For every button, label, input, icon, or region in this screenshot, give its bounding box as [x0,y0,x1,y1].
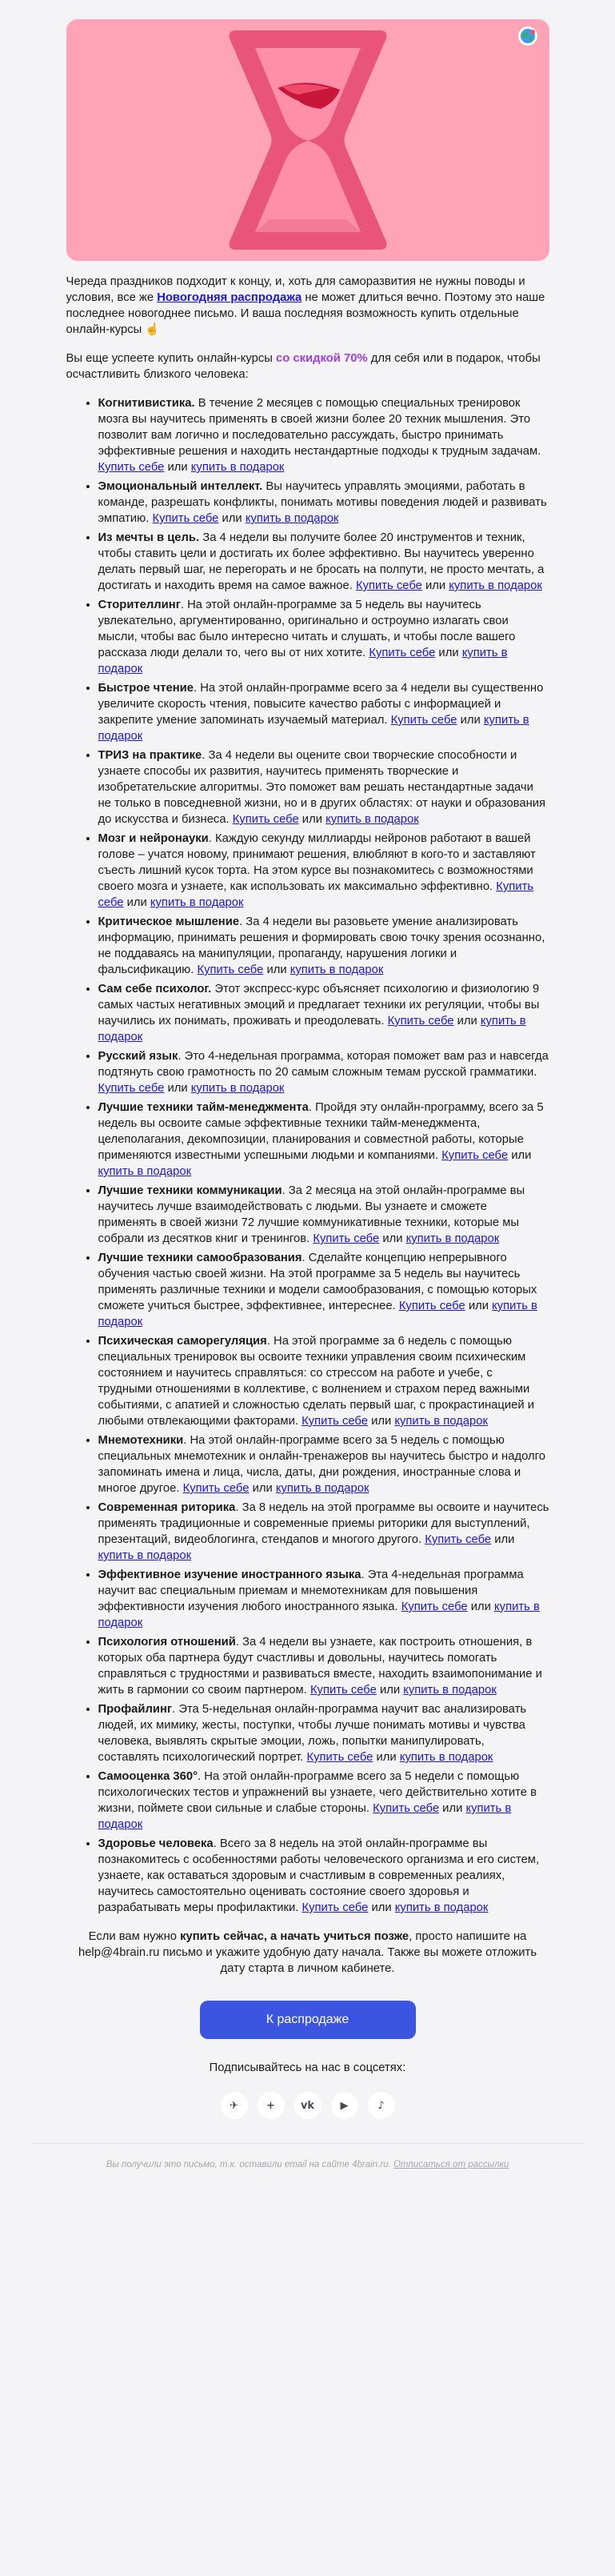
hero-banner [66,19,549,261]
buy-self-link[interactable]: Купить себе [197,963,264,976]
course-description: . Эта 5-недельная онлайн-программа научит вас анализировать людей, их мимику, жесты, поступки, чтобы лучше понимать мотивы и чувства человека, выявлять скрытые эмоции, ложь, попытки манипулировать, составлять психологический портрет. [98,1703,527,1764]
buy-self-link[interactable]: Купить себе [425,1533,492,1546]
course-description: . Пройдя эту онлайн-программу, всего за 5 недель вы освоите самые эффективные техники тайм-менеджмента, целеполагания, декомпозиции, планирования и совместной работы, которые применяются известными успешными людьми и компаниями. [98,1101,544,1162]
course-item [98,1701,549,1765]
course-item [98,395,549,475]
or-text: или [164,1082,191,1095]
course-description: . Эта 4-недельная программа научит вас специальным приемам и мнемотехникам для повышения эффективности изучения любого иностранного языка. [98,1568,524,1613]
buy-gift-link[interactable]: купить в подарок [325,813,419,826]
course-description: . За 4 недели вы разовьете умение анализировать информацию, принимать решения и формировать свою точку зрения осознанно, не поддаваясь на манипуляции, пропаганду, нарушения логики и фальсификацию. [98,915,545,976]
course-item [98,831,549,911]
to-sale-button[interactable]: К распродаже [200,2001,416,2039]
buy-gift-link[interactable]: купить в подарок [98,647,508,675]
or-text: или [298,813,326,826]
buy-gift-link[interactable]: купить в подарок [275,1482,369,1495]
course-title: Психическая саморегуляция [98,1335,267,1348]
course-title: Лучшие техники тайм-менеджмента [98,1101,309,1114]
course-description: . На этой онлайн-программе всего за 5 недели с помощью психологических тестов и упражнений вы узнаете, чего действительно хотите в жизни, поймете свои сильные и слабые стороны. [98,1770,537,1815]
course-description: . На этой онлайн-программе всего за 5 недель с помощью специальных мнемотехник и онлайн-тренажеров вы научитесь быстро и надолго запоминать имена и лица, числа, даты, дни рождения, иностранные слова и многое другое. [98,1434,545,1495]
course-item [98,530,549,594]
course-description: Вы научитесь управлять эмоциями, работать в команде, разрешать конфликты, понимать мотивы поведения людей и развивать эмпатию. [98,480,547,525]
course-description: . Каждую секунду миллиарды нейронов работают в вашей голове – учатся новому, принимают решения, влюбляют в кого-то и заставляют съесть лишний кусок торта. На этом курсе вы познакомитесь с возможностями своего мозга и узнаете, как использовать их максимально эффективно. [98,832,536,893]
buy-self-link[interactable]: Купить себе [98,880,534,909]
vk-icon[interactable]: vk [294,2092,321,2119]
course-item [98,1769,549,1833]
closing-text: Если вам нужно [88,1930,181,1943]
buy-self-link[interactable]: Купить себе [98,1082,165,1095]
buy-gift-link[interactable]: купить в подарок [405,1232,500,1245]
hourglass-illustration [66,19,549,261]
course-item [98,1250,549,1330]
buy-self-link[interactable]: Купить себе [373,1802,440,1815]
or-text: или [249,1482,276,1495]
buy-self-link[interactable]: Купить себе [441,1149,509,1162]
course-title: Лучшие техники коммуникации [98,1184,282,1197]
tiktok-icon[interactable]: ♪ [368,2092,395,2119]
buy-gift-link[interactable]: купить в подарок [245,512,339,525]
course-title: Русский язык [98,1050,178,1063]
course-description: . За 4 недели вы узнаете, как построить отношения, в которых оба партнера будут счастливы и довольны, научитесь помогать справляться с трудностями и развиваться вместе, находить взаимопонимание и жить в гармонии со своим партнером. [98,1636,542,1697]
course-description: . За 8 недель на этой программе вы освоите и научитесь применять традиционные и современные приемы риторики для выступлений, презентаций, видеоблогинга, стендапов и многого другого. [98,1501,549,1546]
course-title: ТРИЗ на практике [98,749,202,762]
course-title: Когнитивистика. [98,397,195,410]
or-text: или [368,1901,395,1914]
youtube-icon[interactable]: ▶ [331,2092,358,2119]
plus-icon[interactable]: + [258,2092,285,2119]
buy-gift-link[interactable]: купить в подарок [98,1300,537,1328]
intro-text-end: не может длиться вечно. Поэтому это наше последнее новогоднее письмо. И ваша последняя возможность купить отдельные онлайн-курсы ☝️ [66,291,545,336]
course-title: Критическое мышление [98,915,240,928]
or-text: или [263,963,290,976]
buy-gift-link[interactable]: купить в подарок [403,1684,497,1697]
buy-self-link[interactable]: Купить себе [152,512,219,525]
buy-gift-link[interactable]: купить в подарок [98,1549,192,1562]
buy-gift-link[interactable]: купить в подарок [399,1751,493,1764]
offer-text: Вы еще успеете купить онлайн-курсы [66,352,277,365]
course-title: Сторителлинг [98,599,181,611]
or-text: или [218,512,246,525]
social-title: Подписывайтесь на нас в соцсетях: [209,2061,406,2074]
course-title: Быстрое чтение [98,682,194,695]
buy-self-link[interactable]: Купить себе [302,1901,369,1914]
buy-gift-link[interactable]: купить в подарок [449,579,542,592]
course-description: В течение 2 месяцев с помощью специальных тренировок мозга вы научитесь применять в своей жизни более 20 техник мышления. Это позволит вам логично и последовательно рассуждать, быстро принимать эффективные решения и находить нестандартные подходы к трудным задачам. [98,397,541,458]
course-title: Самооценка 360° [98,1770,198,1783]
buy-gift-link[interactable]: купить в подарок [98,1600,540,1629]
course-title: Психология отношений [98,1636,236,1649]
or-text: или [123,896,150,909]
buy-gift-link[interactable]: купить в подарок [98,714,529,743]
buy-gift-link[interactable]: купить в подарок [98,1802,512,1831]
buy-self-link[interactable]: Купить себе [390,714,457,727]
course-description: . За 2 месяца на этой онлайн-программе вы научитесь лучше взаимодействовать с людьми. Вы узнаете и сможете применять в своей жизни 72 лучшие коммуникативные техники, которые мы собрали из десятков книг и тренингов. [98,1184,525,1245]
buy-self-link[interactable]: Купить себе [309,1684,377,1697]
sale-link[interactable]: Новогодняя распродажа [157,291,302,304]
course-item [98,479,549,527]
buy-self-link[interactable]: Купить себе [302,1415,368,1428]
course-list [66,395,549,1916]
social-links [0,2092,615,2119]
course-description: . На этой онлайн-программе всего за 4 недели вы существенно увеличите скорость чтения, повысите качество работы с информацией и закрепите умение запоминать изучаемый материал. [98,682,544,727]
buy-self-link[interactable]: Купить себе [232,813,299,826]
course-description: Этот экспресс-курс объясняет психологию и физиологию 9 самых частых негативных эмоций и предлагает техники их регуляции, чтобы вы научились их понимать, проживать и преодолевать. [98,983,540,1028]
buy-gift-link[interactable]: купить в подарок [98,1165,192,1178]
or-text: или [164,461,191,474]
intro-text: Череда праздников подходит к концу, и, хоть для саморазвития не нужны поводы и условия, все же [66,275,525,304]
course-item [98,1500,549,1564]
course-title: Эффективное изучение иностранного языка [98,1568,361,1581]
buy-self-link[interactable]: Купить себе [387,1015,454,1028]
course-title: Здоровье человека [98,1837,214,1850]
or-text: или [435,647,462,659]
course-description: . На этой онлайн-программе за 5 недель вы научитесь увлекательно, аргументированно, оригинально и остроумно излагать свои мысли, чтобы вас было интересно читать и слушать, и чтобы после вашего рассказа люди делали то, чего вы от них хотите. [98,599,516,659]
buy-gift-link[interactable]: купить в подарок [150,896,244,909]
unsubscribe-link[interactable]: Отписаться от рассылки [393,2160,509,2169]
or-text: или [491,1533,515,1546]
buy-self-link[interactable]: Купить себе [313,1232,380,1245]
course-item [98,1634,549,1698]
course-item [98,1836,549,1916]
course-item [98,1567,549,1631]
or-text: или [508,1149,532,1162]
course-item [98,680,549,744]
course-item [98,914,549,978]
buy-self-link[interactable]: Купить себе [398,1300,465,1312]
course-title: Профайлинг [98,1703,173,1716]
course-item [98,1183,549,1247]
intro-paragraph [66,274,549,338]
discount-label: со скидкой 70% [276,352,368,365]
buy-self-link[interactable]: Купить себе [98,461,165,474]
closing-paragraph [66,1929,549,1977]
course-item [98,747,549,827]
or-text: или [373,1751,400,1764]
course-item [98,1432,549,1496]
buy-self-link[interactable]: Купить себе [182,1482,250,1495]
course-description: . На этой программе за 6 недель с помощью специальных тренировок вы освоите техники управления своим психическим состоянием и научитесь справляться: со стрессом на работе и учебе, с трудными отношениями в коллективе, с волнением и страхом перед важными событиями, с апатией и сложностью сделать первый шаг, с прокрастинацией и любыми отвлекающими факторами. [98,1335,534,1428]
buy-self-link[interactable]: Купить себе [355,579,422,592]
telegram-icon[interactable]: ✈ [221,2092,248,2119]
buy-self-link[interactable]: Купить себе [401,1600,468,1613]
course-item [98,981,549,1045]
buy-gift-link[interactable]: купить в подарок [394,1415,488,1428]
or-text: или [439,1802,466,1815]
globe-badge-icon [517,26,538,46]
course-title: Эмоциональный интеллект. [98,480,263,493]
course-description: . Всего за 8 недель на этой онлайн-программе вы познакомитесь с особенностями работы человеческого организма и его систем, узнаете, как оставаться здоровым и счастливым в современных реалиях, научитесь самостоятельно оценивать состояние своего здоровья и разрабатывать меры профилактики. [98,1837,540,1914]
course-item [98,1333,549,1429]
cta-wrapper [0,2001,615,2039]
footer-text: Вы получили это письмо, т.к. оставили email на сайте 4brain.ru. [106,2160,393,2169]
buy-gift-link[interactable]: купить в подарок [190,461,285,474]
course-description: . Это 4-недельная программа, которая поможет вам раз и навсегда подтянуть свою грамотность по 20 самым сложным темам русской грамматики. [98,1050,549,1079]
course-item [98,597,549,677]
or-text: или [376,1684,404,1697]
footer [32,2143,584,2169]
course-description: . Сделайте концепцию непрерывного обучения частью своей жизни. На этой программе за 5 недель вы научитесь применять различные техники и модели самообразования, с помощью которых сможете учиться быстрее, эффективнее, интереснее. [98,1252,537,1312]
closing-bold: купить сейчас, а начать учиться позже [180,1930,409,1943]
buy-gift-link[interactable]: купить в подарок [98,1015,526,1044]
course-item [98,1100,549,1180]
or-text: или [367,1415,395,1428]
buy-self-link[interactable]: Купить себе [369,647,436,659]
course-title: Современная риторика [98,1501,236,1514]
buy-self-link[interactable]: Купить себе [306,1751,373,1764]
course-description: . За 4 недели вы оцените свои творческие способности и узнаете способы их развития, научитесь применять творческие и изобретательские алгоритмы. Это поможет вам решать нестандартные задачи не только в повседневной жизни, но и в других областях: от науки и образования до искусства и бизнеса. [98,749,546,826]
buy-gift-link[interactable]: купить в подарок [394,1901,489,1914]
course-title: Лучшие техники самообразования [98,1252,302,1264]
closing-text-end: , просто напишите на help@4brain.ru письмо и укажите удобную дату начала. Также вы можете отложить дату старта в личном кабинете. [78,1930,537,1975]
buy-gift-link[interactable]: купить в подарок [190,1082,285,1095]
or-text: или [421,579,449,592]
course-title: Сам себе психолог. [98,983,212,996]
course-title: Из мечты в цель. [98,531,200,544]
or-text: или [457,714,484,727]
or-text: или [453,1015,481,1028]
email-body [66,274,549,1916]
or-text: или [465,1300,493,1312]
course-item [98,1048,549,1096]
or-text: или [379,1232,406,1245]
or-text: или [467,1600,495,1613]
buy-gift-link[interactable]: купить в подарок [290,963,384,976]
course-title: Мозг и нейронауки [98,832,209,845]
course-description: За 4 недели вы получите более 20 инструментов и техник, чтобы ставить цели и достигать их более эффективно. Вы научитесь уверенно делать первый шаг, не перегорать и не бросать на полпути, не просто мечтать, а достигать и находить время на самое важное. [98,531,545,592]
course-title: Мнемотехники [98,1434,184,1447]
offer-text-end: для себя или в подарок, чтобы осчастливить близкого человека: [66,352,541,381]
offer-paragraph [66,351,549,383]
